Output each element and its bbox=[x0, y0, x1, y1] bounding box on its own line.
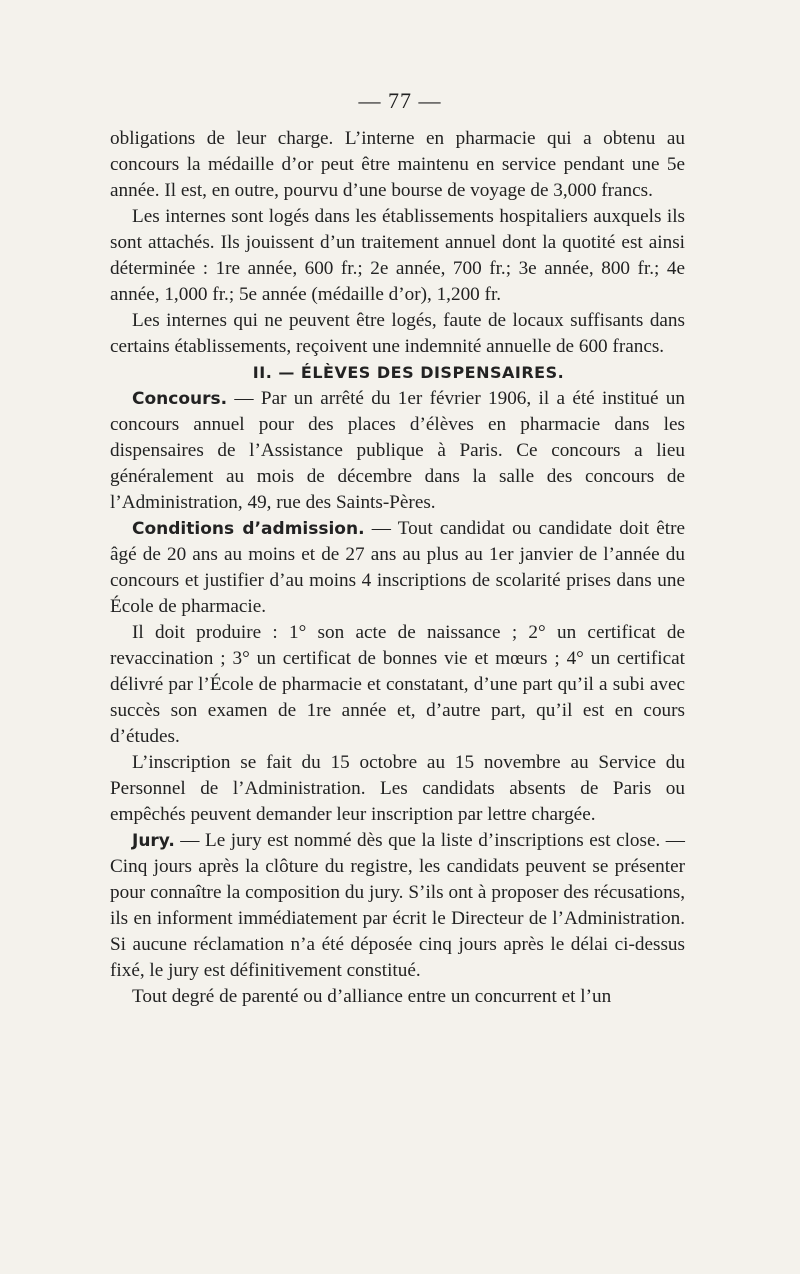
paragraph: Les internes sont logés dans les établissements hospitaliers auxquels ils sont attachés. Ils jouissent d’un traitement annuel dont la quotité est ainsi déterminée : 1re année, 600 fr.; 2e année, 700 fr.; 3e année, 800 fr.; 4e année, 1,000 fr.; 5e année (médaille d’or), 1,200 fr. bbox=[110, 206, 685, 305]
paragraph-conditions bbox=[110, 516, 685, 620]
paragraph: Tout degré de parenté ou d’alliance entre un concurrent et l’un bbox=[132, 986, 612, 1007]
paragraph: Les internes qui ne peuvent être logés, faute de locaux suffisants dans certains établissements, reçoivent une indemnité annuelle de 600 francs. bbox=[110, 310, 685, 357]
paragraph: obligations de leur charge. L’interne en pharmacie qui a obtenu au concours la médaille d’or peut être maintenu en service pendant une 5e année. Il est, en outre, pourvu d’une bourse de voyage de 3,000 francs. bbox=[110, 128, 685, 201]
paragraph: L’inscription se fait du 15 octobre au 15 novembre au Service du Personnel de l’Administration. Les candidats absents de Paris ou empêchés peuvent demander leur inscription par lettre chargée. bbox=[110, 752, 685, 825]
paragraph-text: — Tout candidat ou candidate doit être âgé de 20 ans au moins et de 27 ans au plus au 1er janvier de l’année du concours et justifier d’au moins 4 inscriptions de scolarité prises dans une École de pharmacie. bbox=[110, 518, 685, 617]
paragraph-text: — Le jury est nommé dès que la liste d’inscriptions est close. — Cinq jours après la clôture du registre, les candidats peuvent se présenter pour connaître la composition du jury. S’ils ont à proposer des récusations, ils en informent immédiatement par écrit le Directeur de l’Administration. Si aucune réclamation n’a été déposée cinq jours après le délai ci-dessus fixé, le jury est définitivement constitué. bbox=[110, 830, 685, 981]
section-heading: II. — ÉLÈVES DES DISPENSAIRES. bbox=[252, 363, 565, 382]
paragraph: Il doit produire : 1° son acte de naissance ; 2° un certificat de revaccination ; 3° un certificat de bonnes vie et mœurs ; 4° un certificat délivré par l’École de pharmacie et constatant, d’une part qu’il a subi avec succès son examen de 1re année et, d’autre part, qu’il est en cours d’études. bbox=[110, 622, 685, 747]
page-number: — 77 — bbox=[358, 88, 442, 113]
run-in-heading: Jury. bbox=[132, 831, 175, 851]
run-in-heading: Conditions d’admission. bbox=[132, 519, 365, 539]
run-in-heading: Concours. bbox=[132, 389, 228, 409]
paragraph-jury bbox=[110, 828, 685, 984]
paragraph-concours bbox=[110, 386, 685, 516]
paragraph-text: — Par un arrêté du 1er février 1906, il a été institué un concours annuel pour des places d’élèves en pharmacie dans les dispensaires de l’Assistance publique à Paris. Ce concours a lieu généralement au mois de décembre dans la salle des concours de l’Administration, 49, rue des Saints-Pères. bbox=[110, 388, 685, 513]
body-text bbox=[110, 126, 685, 1010]
